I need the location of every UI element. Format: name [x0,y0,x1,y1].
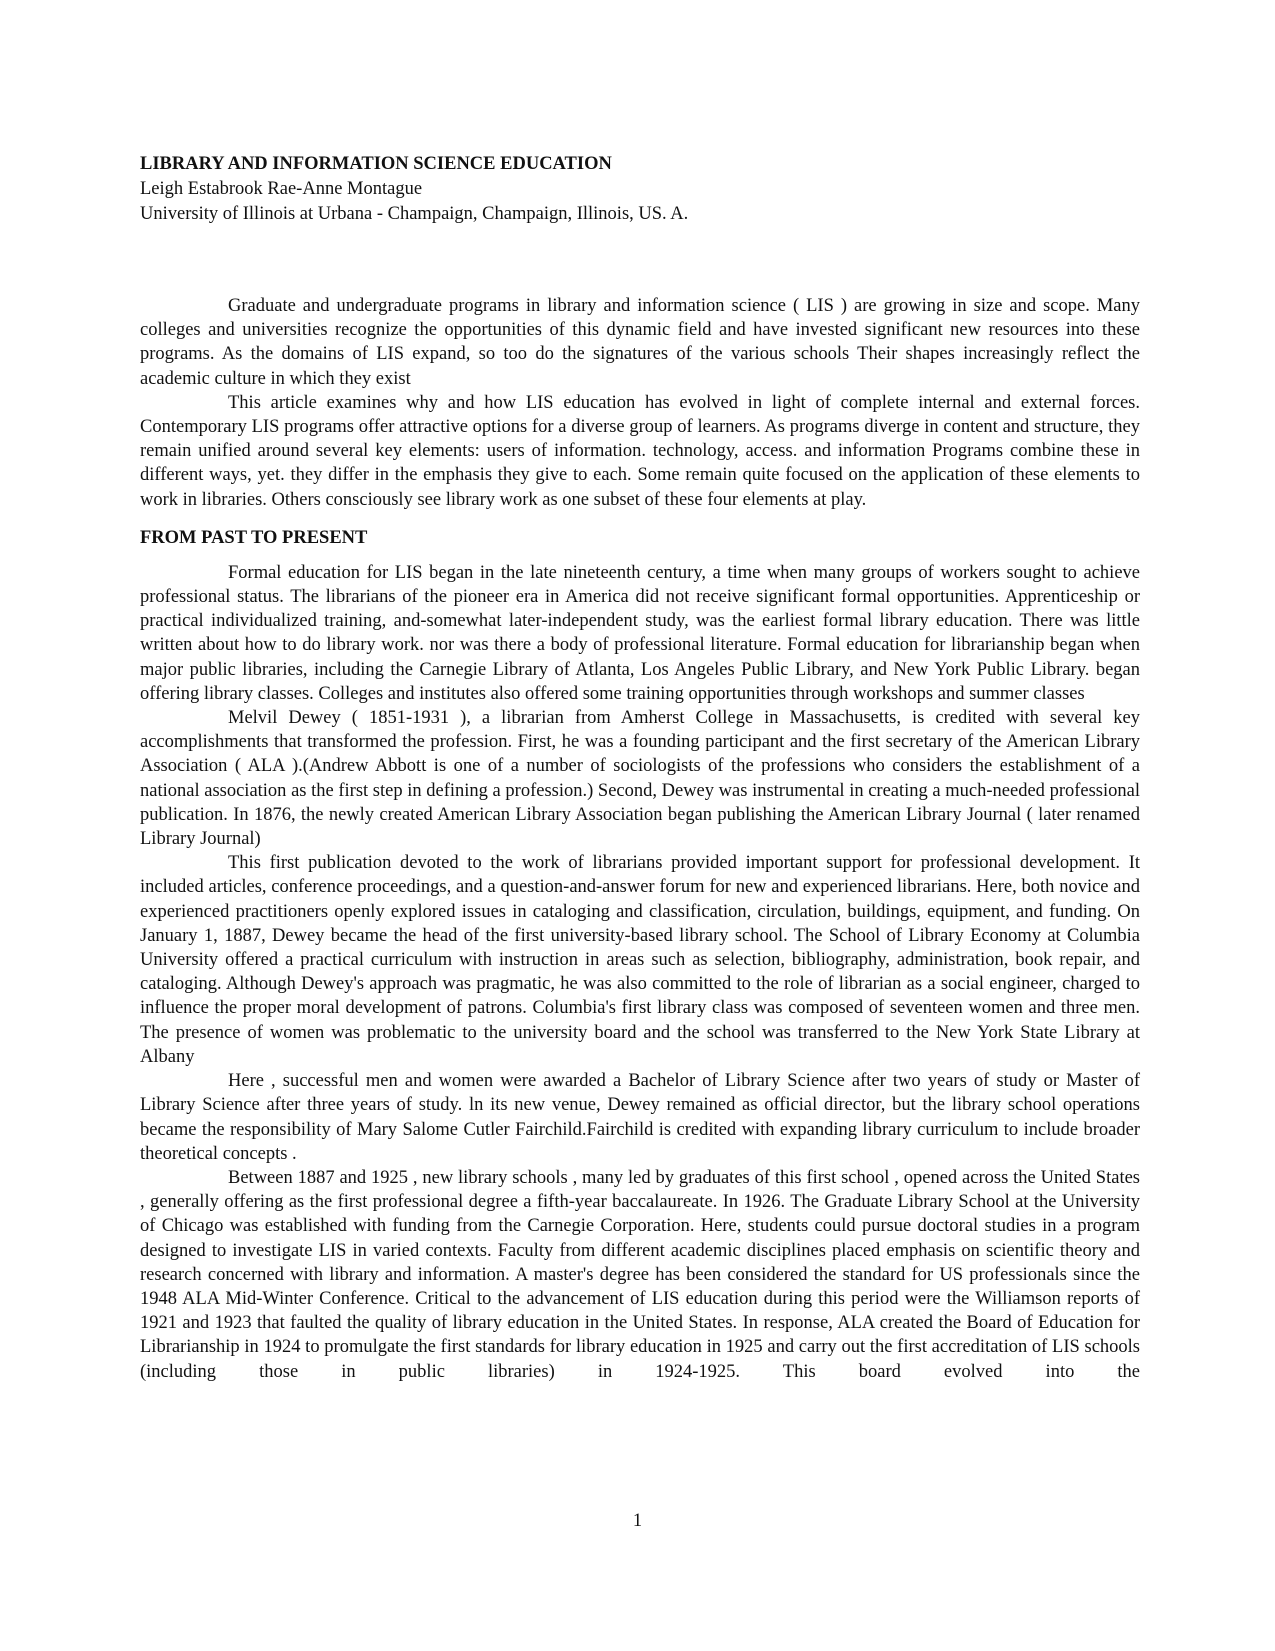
section-paragraph: Here , successful men and women were awarded a Bachelor of Library Science after two years of study or Master of Library Science after three years of study. ln its new venue, Dewey remained as official director, but the library school operations became the responsibility of Mary Salome Cutler Fairchild.Fairchild is credited with expanding library curriculum to include broader theoretical concepts . [140,1071,1140,1164]
section-heading: FROM PAST TO PRESENT [140,527,368,548]
page-number: 1 [632,1511,643,1531]
section-paragraph: Formal education for LIS began in the late nineteenth century, a time when many groups of workers sought to achieve professional status. The librarians of the pioneer era in America did not receive significant formal opportunities. Apprenticeship or practical individualized training, and-somewhat later-independent study, was the earliest formal library education. There was little written about how to do library work. nor was there a body of professional literature. Formal education for librarianship began when major public libraries, including the Carnegie Library of Atlanta, Los Angeles Public Library, and New York Public Library. began offering library classes. Colleges and institutes also offered some training opportunities through workshops and summer classes [140,562,1140,704]
author-line: Leigh Estabrook Rae-Anne Montague [140,179,423,199]
article-body [140,294,1140,1384]
affiliation-line: University of Illinois at Urbana - Champaign, Champaign, Illinois, US. A. [140,204,689,224]
document-title: LIBRARY AND INFORMATION SCIENCE EDUCATION [140,154,612,174]
intro-paragraph: This article examines why and how LIS education has evolved in light of complete internal and external forces. Contemporary LIS programs offer attractive options for a diverse group of learners. As programs diverge in content and structure, they remain unified around several key elements: users of information. technology, access. and information Programs combine these in different ways, yet. they differ in the emphasis they give to each. Some remain quite focused on the application of these elements to work in libraries. Others consciously see library work as one subset of these four elements at play. [140,392,1140,510]
document-page [140,152,1140,1384]
section-paragraph: This first publication devoted to the work of librarians provided important support for professional development. It included articles, conference proceedings, and a question-and-answer forum for new and experienced librarians. Here, both novice and experienced practitioners openly explored issues in cataloging and classification, circulation, buildings, equipment, and funding. On January 1, 1887, Dewey became the head of the first university-based library school. The School of Library Economy at Columbia University offered a practical curriculum with instruction in areas such as selection, bibliography, administration, book repair, and cataloging. Although Dewey's approach was pragmatic, he was also committed to the role of librarian as a social engineer, charged to influence the proper moral development of patrons. Columbia's first library class was composed of seventeen women and three men. The presence of women was problematic to the university board and the school was transferred to the New York State Library at Albany [140,853,1140,1067]
intro-paragraph: Graduate and undergraduate programs in library and information science ( LIS ) are growing in size and scope. Many colleges and universities recognize the opportunities of this dynamic field and have invested significant new resources into these programs. As the domains of LIS expand, so too do the signatures of the various schools Their shapes increasingly reflect the academic culture in which they exist [140,296,1140,389]
section-paragraph: Melvil Dewey ( 1851-1931 ), a librarian from Amherst College in Massachusetts, is credited with several key accomplishments that transformed the profession. First, he was a founding participant and the first secretary of the American Library Association ( ALA ).(Andrew Abbott is one of a number of sociologists of the professions who considers the establishment of a national association as the first step in defining a profession.) Second, Dewey was instrumental in creating a much-needed professional publication. In 1876, the newly created American Library Association began publishing the American Library Journal ( later renamed Library Journal) [140,708,1140,850]
section-paragraph: Between 1887 and 1925 , new library schools , many led by graduates of this first school , opened across the United States , generally offering as the first professional degree a fifth-year baccalaureate. In 1926. The Graduate Library School at the University of Chicago was established with funding from the Carnegie Corporation. Here, students could pursue doctoral studies in a program designed to investigate LIS in varied contexts. Faculty from different academic disciplines placed emphasis on scientific theory and research concerned with library and information. A master's degree has been considered the standard for US professionals since the 1948 ALA Mid-Winter Conference. Critical to the advancement of LIS education during this period were the Williamson reports of 1921 and 1923 that faulted the quality of library education in the United States. In response, ALA created the Board of Education for Librarianship in 1924 to promulgate the first standards for library education in 1925 and carry out the first accreditation of LIS schools (including those in public libraries) in 1924-1925. This board evolved into the [140,1167,1140,1382]
